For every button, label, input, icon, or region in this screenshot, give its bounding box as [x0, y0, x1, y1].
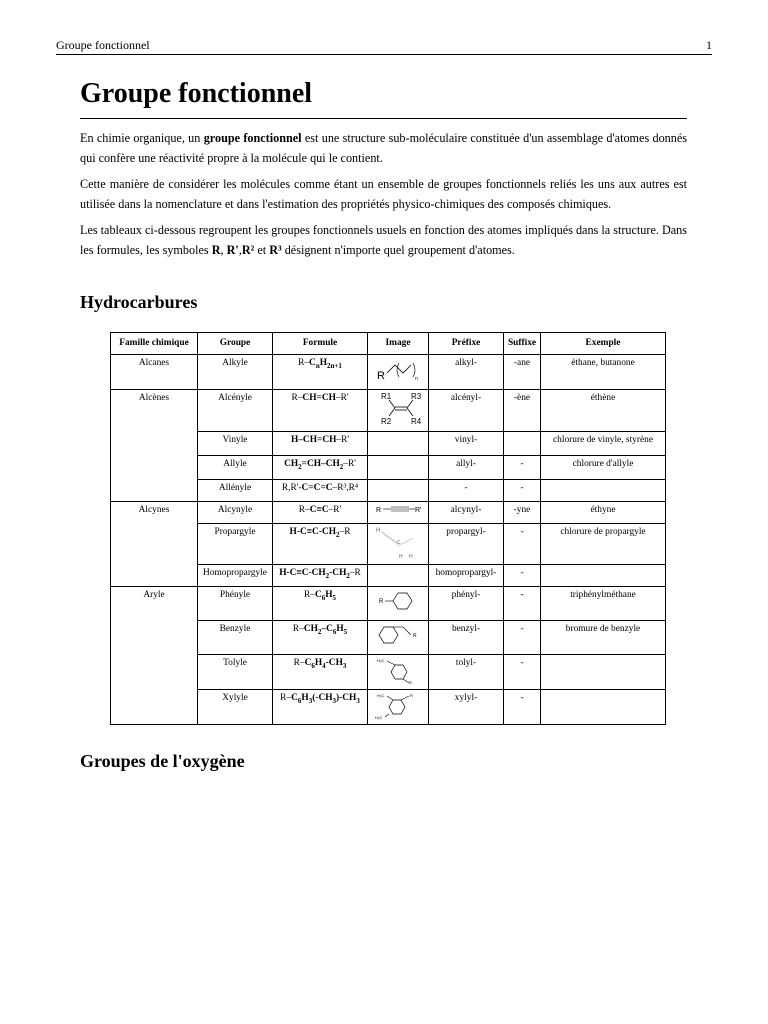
svg-text:H: H [399, 554, 403, 560]
table-row: Homopropargyle $H-C\equiv C-CH_2-CH_2-R$ homopropargyl- - [111, 565, 666, 587]
formula-allenyle: R,R'-C=C=C–R³,R⁴ [273, 480, 368, 502]
col-exemple: Exemple [541, 333, 666, 355]
svg-text:R': R' [415, 507, 422, 514]
table-row: Tolyle $R-C_6H_4-CH_3$ H₃C R tolyl- - [111, 655, 666, 690]
table-row: Vinyle H–CH=CH–R' vinyl- chlorure de vinyle, styrène [111, 432, 666, 456]
formula-xylyle: $R-C_6H_3(-CH_3)-CH_3$ [273, 690, 368, 725]
alkyne-structure-image [368, 502, 429, 524]
svg-text:H₃C: H₃C [377, 658, 385, 663]
svg-text:R: R [377, 370, 385, 382]
intro-text [80, 128, 687, 266]
xylyl-structure-image [368, 690, 429, 725]
col-famille: Famille chimique [111, 333, 198, 355]
table-row: Aryle Phényle $R-C_6H_5$ R phényl- - triphénylméthane [111, 587, 666, 621]
formula-propargyle: $H-C\equiv C-CH_2-R$ [273, 524, 368, 565]
table-row: Propargyle $H-C\equiv C-CH_2-R$ H C H H propargyl- - chlorure de propargyle [111, 524, 666, 565]
hydrocarbures-table [110, 332, 666, 725]
formula-alkyle: $R-C_nH_{2n+1}$ [273, 355, 368, 390]
formula-vinyle: H–CH=CH–R' [273, 432, 368, 456]
svg-text:R1: R1 [381, 392, 392, 401]
table-row: Alcanes Alkyle $R-C_nH_{2n+1}$ R n alkyl- -ane éthane, butanone [111, 355, 666, 390]
svg-text:R: R [379, 599, 384, 605]
paragraph-3: Les tableaux ci-dessous regroupent les groupes fonctionnels usuels en fonction des atomes impliqués dans la structure. Dans les formules, les symboles R, R',R² et R³ désignent n'importe quel groupement d'atomes. [80, 223, 687, 257]
svg-text:R: R [409, 680, 412, 685]
svg-text:R3: R3 [411, 392, 422, 401]
svg-text:R: R [410, 693, 413, 698]
svg-text:H: H [409, 554, 413, 560]
paragraph-2: Cette manière de considérer les molécules comme étant un ensemble de groupes fonctionnels reliés les uns aux autres est utilisée dans la nomenclature et dans l'estimation des propriétés physico-chimiques des composés chimiques. [80, 177, 687, 211]
section-heading-oxygene: Groupes de l'oxygène [80, 751, 245, 771]
table-row: Allényle R,R'-C=C=C–R³,R⁴ - - [111, 480, 666, 502]
svg-text:R4: R4 [411, 417, 422, 426]
propargyl-structure-image [368, 524, 429, 565]
page-number: 1 [706, 38, 712, 52]
table-row: Alcynes Alcynyle R–C≡C–R' R R' alcynyl- -yne éthyne [111, 502, 666, 524]
tolyl-structure-image [368, 655, 429, 690]
svg-text:H₃C: H₃C [377, 693, 385, 698]
paragraph-1: En chimie organique, un groupe fonctionnel est une structure sub-moléculaire constituée d'un assemblage d'atomes donnés qui confère une réactivité propre à la molécule qui le contient. [80, 131, 688, 165]
benzyl-structure-image [368, 621, 429, 655]
col-formule: Formule [273, 333, 368, 355]
formula-phenyle: $R-C_6H_5$ [273, 587, 368, 621]
alkene-structure-image [368, 390, 429, 432]
running-header [56, 38, 712, 55]
table-row: Alcènes Alcényle R–CH=CH–R' R1 R3 R2 R4 alcényl- -ène éthène [111, 390, 666, 432]
formula-tolyle: $R-C_6H_4-CH_3$ [273, 655, 368, 690]
phenyl-structure-image [368, 587, 429, 621]
page-title: Groupe fonctionnel [80, 76, 687, 119]
svg-text:R: R [376, 507, 382, 514]
section-heading-hydrocarbures: Hydrocarbures [80, 292, 198, 312]
term-groupe-fonctionnel: groupe fonctionnel [203, 131, 302, 145]
table-row: Allyle $CH_2=CH-CH_2-R'$ allyl- - chlorure d'allyle [111, 456, 666, 480]
svg-text:H: H [376, 528, 381, 534]
table-header-row [111, 333, 666, 355]
formula-alcenyle: R–CH=CH–R' [273, 390, 368, 432]
running-title: Groupe fonctionnel [56, 38, 150, 52]
table-row: Xylyle $R-C_6H_3(-CH_3)-CH_3$ H₃C R H₃C xylyl- - [111, 690, 666, 725]
formula-alcynyle: R–C≡C–R' [273, 502, 368, 524]
formula-allyle: $CH_2=CH-CH_2-R'$ [273, 456, 368, 480]
col-prefixe: Préfixe [429, 333, 504, 355]
svg-text:H₃C: H₃C [375, 715, 383, 720]
formula-homopropargyle: $H-C\equiv C-CH_2-CH_2-R$ [273, 565, 368, 587]
col-image: Image [368, 333, 429, 355]
svg-text:C: C [397, 540, 401, 546]
svg-text:R: R [413, 633, 417, 639]
formula-benzyle: $R-CH_2-C_6H_5$ [273, 621, 368, 655]
svg-text:R2: R2 [381, 417, 392, 426]
alkyl-structure-image [368, 355, 429, 390]
svg-text:n: n [415, 376, 418, 382]
col-suffixe: Suffixe [504, 333, 541, 355]
col-groupe: Groupe [198, 333, 273, 355]
table-row: Benzyle $R-CH_2-C_6H_5$ R benzyl- - bromure de benzyle [111, 621, 666, 655]
